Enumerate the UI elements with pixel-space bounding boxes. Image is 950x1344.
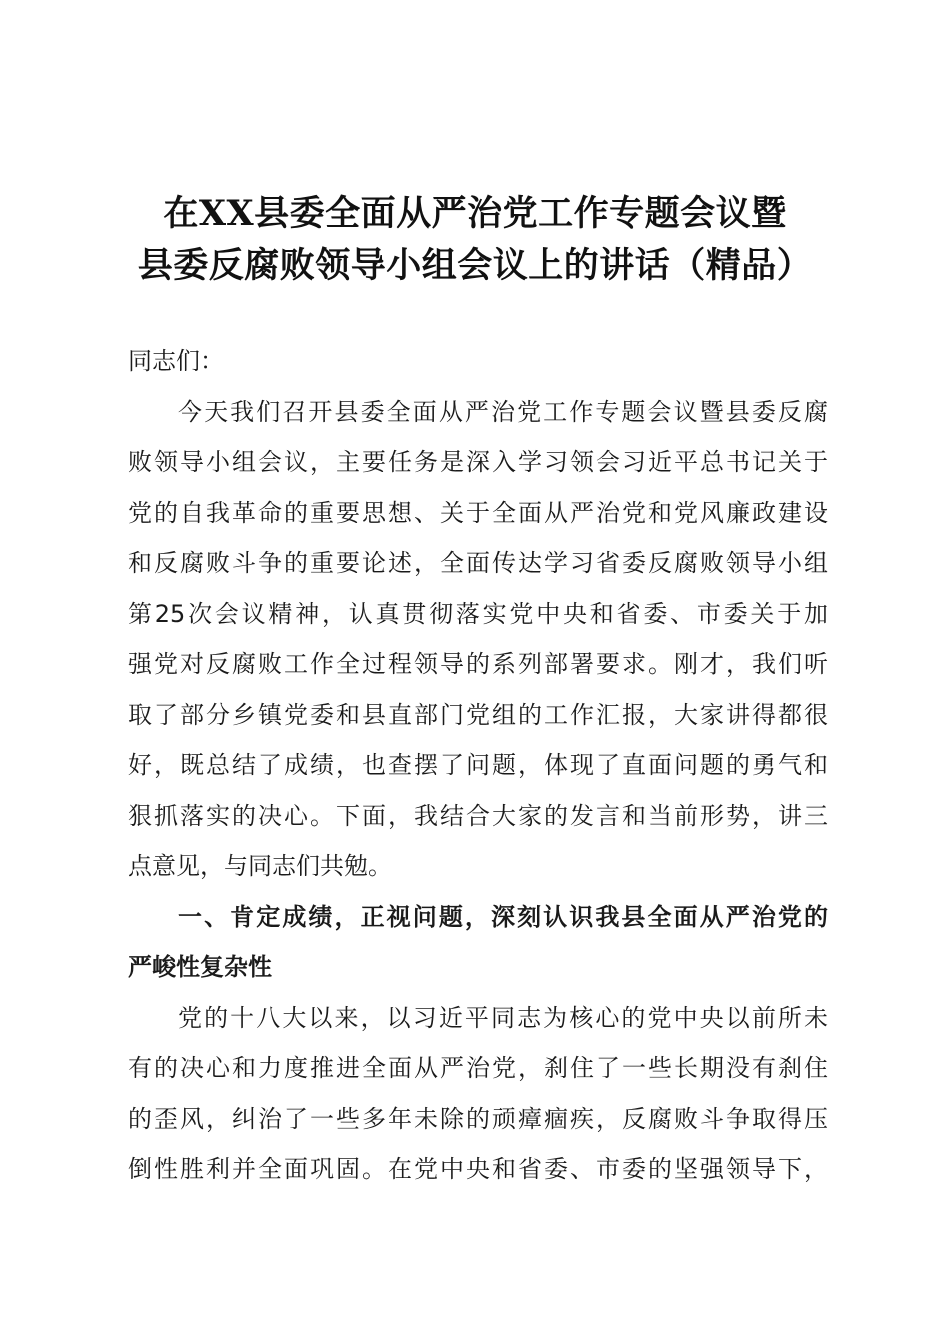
paragraph-line: 党的十八大以来，以习近平同志为核心的党中央以前所未 (178, 1003, 828, 1032)
paragraph-line: 强党对反腐败工作全过程领导的系列部署要求。刚才，我们听 (128, 650, 828, 678)
paragraph-line: 第25次会议精神，认真贯彻落实党中央和省委、市委关于加 (128, 599, 828, 628)
salutation: 同志们： (128, 347, 224, 375)
document-title (100, 188, 850, 292)
heading-line: 严峻性复杂性 (128, 953, 272, 981)
paragraph-1 (128, 387, 828, 892)
heading-line: 一、肯定成绩，正视问题，深刻认识我县全面从严治党的 (178, 902, 828, 931)
paragraph-line: 狠抓落实的决心。下面，我结合大家的发言和当前形势，讲三 (128, 801, 828, 830)
section-heading-1 (128, 892, 828, 993)
paragraph-2 (128, 993, 828, 1195)
paragraph-line: 点意见，与同志们共勉。 (128, 852, 392, 880)
paragraph-line: 的歪风，纠治了一些多年未除的顽瘴痼疾，反腐败斗争取得压 (128, 1104, 828, 1133)
title-line-2: 县委反腐败领导小组会议上的讲话（精品） (137, 245, 813, 286)
paragraph-line: 和反腐败斗争的重要论述，全面传达学习省委反腐败领导小组 (128, 549, 828, 577)
paragraph-line: 党的自我革命的重要思想、关于全面从严治党和党风廉政建设 (128, 498, 828, 527)
title-line-1: 在XX县委全面从严治党工作专题会议暨 (163, 193, 787, 234)
paragraph-line: 取了部分乡镇党委和县直部门党组的工作汇报，大家讲得都很 (128, 700, 828, 729)
document-body (128, 336, 828, 1195)
paragraph-line: 败领导小组会议，主要任务是深入学习领会习近平总书记关于 (128, 448, 828, 476)
paragraph-line: 好，既总结了成绩，也查摆了问题，体现了直面问题的勇气和 (128, 751, 828, 779)
paragraph-line: 倒性胜利并全面巩固。在党中央和省委、市委的坚强领导下， (128, 1155, 828, 1183)
paragraph-line: 今天我们召开县委全面从严治党工作专题会议暨县委反腐 (178, 397, 828, 426)
paragraph-line: 有的决心和力度推进全面从严治党，刹住了一些长期没有刹住 (128, 1054, 828, 1082)
